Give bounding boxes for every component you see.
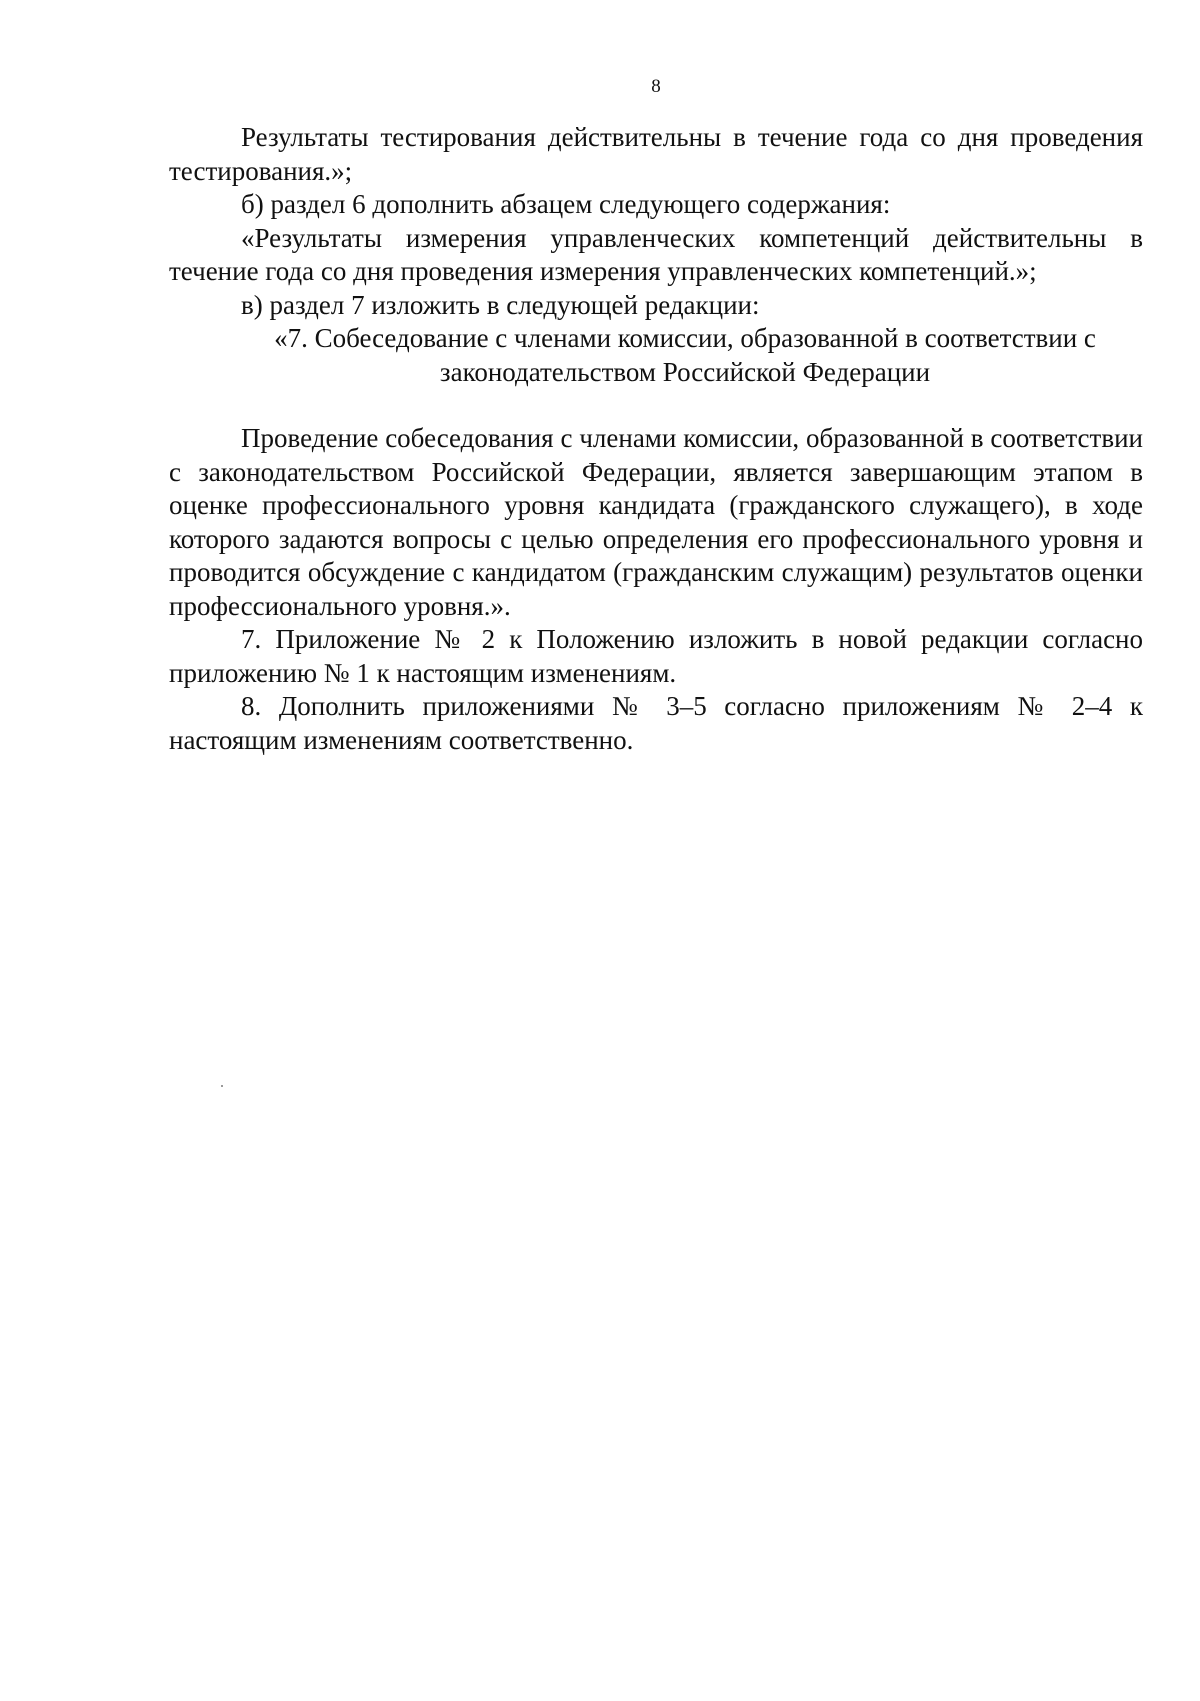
document-body	[169, 121, 1143, 757]
section-7-heading-line-1: «7. Собеседование с членами комиссии, образованной в соответствии с	[274, 323, 1096, 353]
paragraph-interview-description: Проведение собеседования с членами комиссии, образованной в соответствии с законодательством Российской Федерации, является завершающим этапом в оценке профессионального уровня кандидата (гражданского служащего), в ходе которого задаются вопросы с целью определения его профессионального уровня и проводится обсуждение с кандидатом (гражданским служащим) результатов оценки профессионального уровня.».	[169, 423, 1143, 621]
paragraph-managerial-competencies: «Результаты измерения управленческих компетенций действительны в течение года со дня проведения измерения управленческих компетенций.»;	[169, 222, 1143, 286]
paragraph-testing-validity: Результаты тестирования действительны в течение года со дня проведения тестирования.»;	[169, 122, 1143, 186]
section-7-heading	[169, 322, 1143, 389]
paragraph-section-6-amendment: б) раздел 6 дополнить абзацем следующего содержания:	[241, 189, 891, 219]
paragraph-item-8: 8. Дополнить приложениями № 3–5 согласно приложениям № 2–4 к настоящим изменениям соответственно.	[169, 691, 1143, 755]
section-7-heading-line-2: законодательством Российской Федерации	[439, 356, 931, 387]
paragraph-item-7: 7. Приложение № 2 к Положению изложить в новой редакции согласно приложению № 1 к настоящим изменениям.	[169, 624, 1143, 688]
scan-speck	[221, 1085, 223, 1087]
paragraph-spacer	[169, 389, 1143, 422]
paragraph-section-7-amendment: в) раздел 7 изложить в следующей редакции:	[241, 289, 760, 320]
page-number: 8	[651, 76, 661, 97]
